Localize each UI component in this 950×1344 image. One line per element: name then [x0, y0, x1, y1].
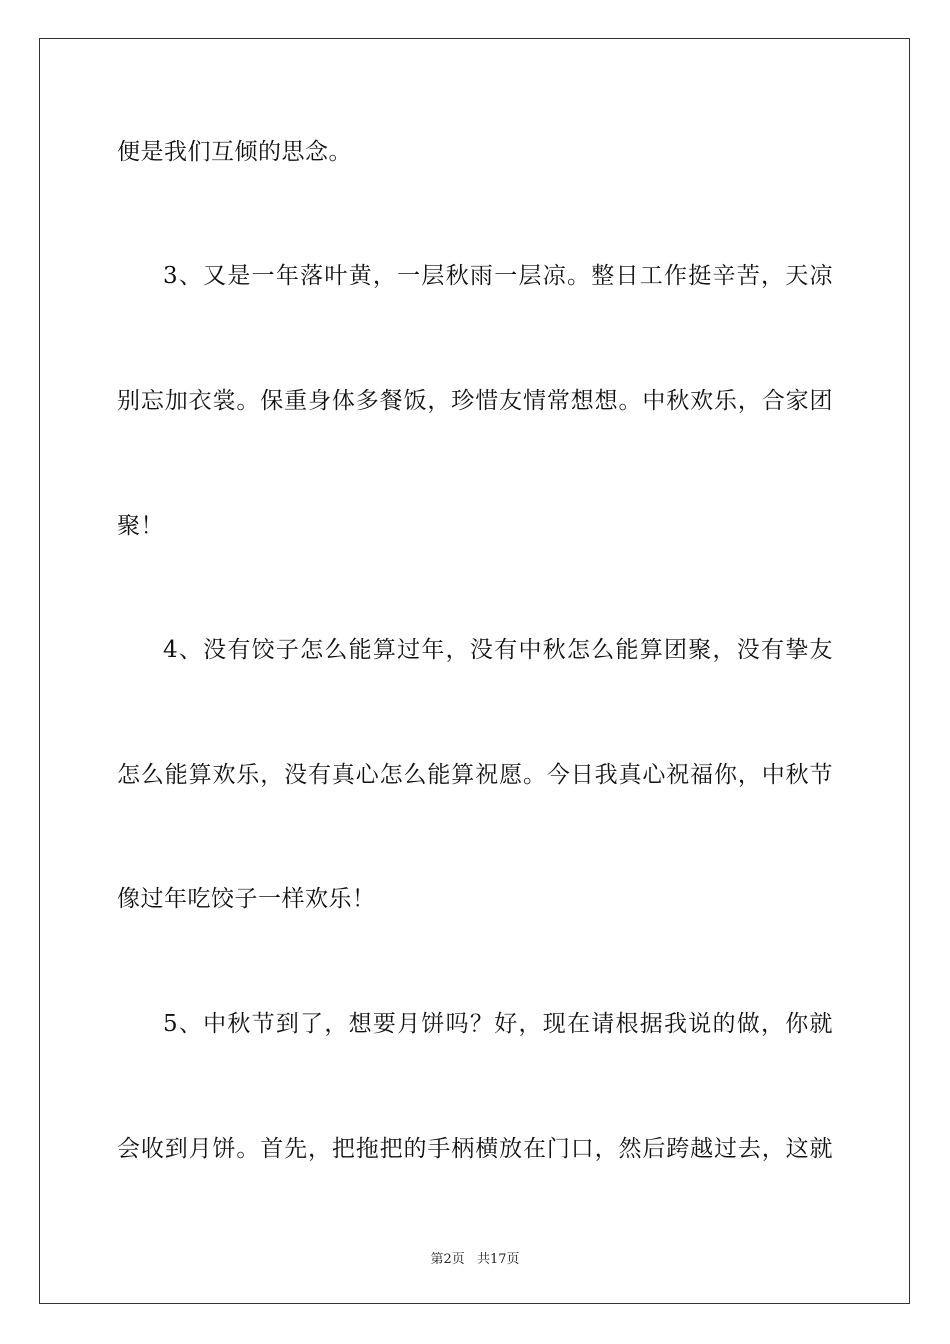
text-line: 别忘加衣裳。保重身体多餐饭，珍惜友情常想想。中秋欢乐，合家团: [117, 388, 833, 414]
text-line: 3、又是一年落叶黄，一层秋雨一层凉。整日工作挺辛苦，天凉: [163, 263, 833, 289]
text-line: 4、没有饺子怎么能算过年，没有中秋怎么能算团聚，没有挚友: [163, 637, 833, 663]
page-total: 共17页: [476, 1252, 520, 1267]
text-line: 便是我们互倾的思念。: [117, 139, 352, 165]
text-line: 聚！: [117, 513, 164, 539]
text-line: 5、中秋节到了，想要月饼吗？好，现在请根据我说的做，你就: [163, 1011, 833, 1037]
page-border: [39, 38, 910, 1304]
text-line: 像过年吃饺子一样欢乐！: [117, 886, 376, 912]
text-line: 会收到月饼。首先，把拖把的手柄横放在门口，然后跨越过去，这就: [117, 1136, 833, 1162]
text-line: 怎么能算欢乐，没有真心怎么能算祝愿。今日我真心祝福你，中秋节: [117, 762, 833, 788]
page-footer: [0, 1248, 950, 1267]
page-number: 第2页: [430, 1252, 465, 1267]
